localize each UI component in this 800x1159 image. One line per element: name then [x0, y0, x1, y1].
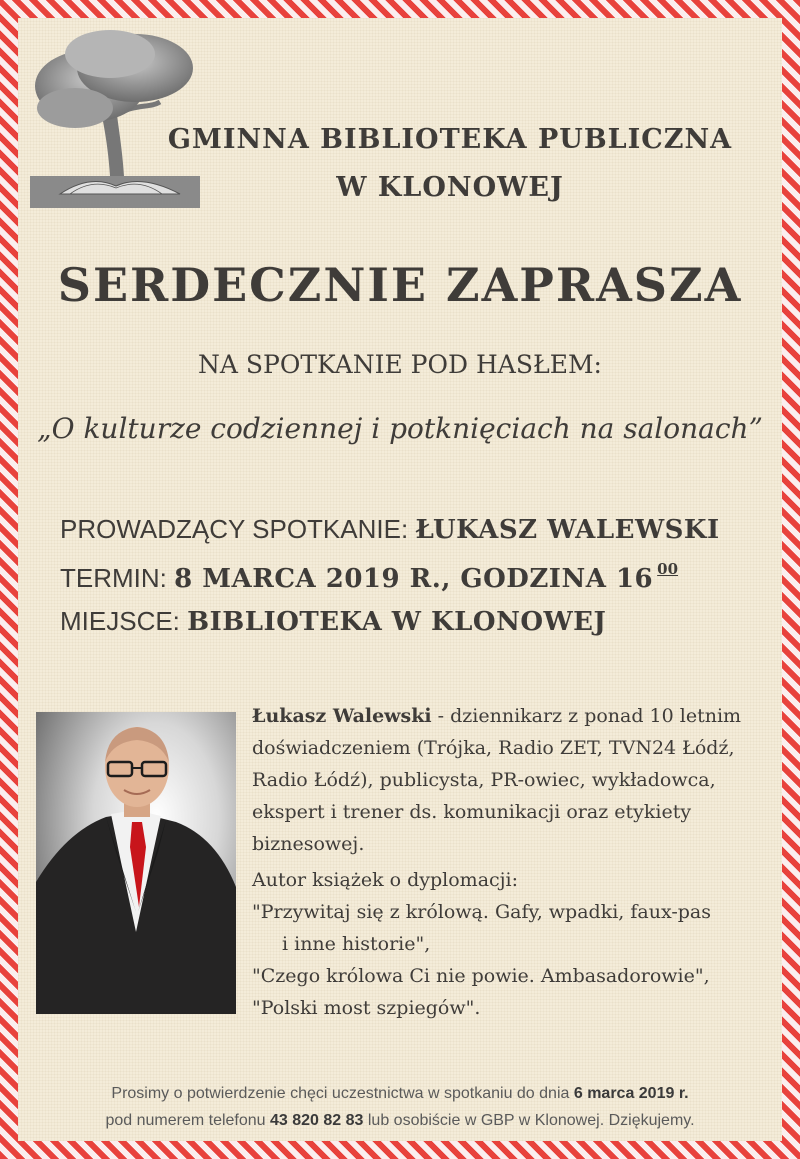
- rsvp-text: Prosimy o potwierdzenie chęci uczestnictwa w spotkaniu do dnia: [111, 1085, 574, 1102]
- host-row: [60, 514, 720, 560]
- bio-speaker-name: Łukasz Walewski: [252, 705, 432, 727]
- books-intro: Autor książek o dyplomacji:: [252, 869, 519, 891]
- book-2: "Czego królowa Ci nie powie. Ambasadorowie",: [252, 965, 710, 987]
- host-value: ŁUKASZ WALEWSKI: [415, 515, 720, 545]
- book-1-line-1: "Przywitaj się z królową. Gafy, wpadki, faux-pas: [252, 901, 712, 923]
- library-name-line-1: GMINNA BIBLIOTEKA PUBLICZNA: [167, 124, 733, 155]
- speaker-photo: [36, 712, 236, 1014]
- place-label: MIEJSCE:: [60, 606, 180, 636]
- rsvp-line-2: [0, 1107, 800, 1134]
- library-name-line-2: W KLONOWEJ: [336, 172, 564, 203]
- bio-description: - dziennikarz z ponad 10 letnim doświadczeniem (Trójka, Radio ZET, TVN24 Łódź, Radio Łódź), publicysta, PR-owiec, wykładowca, ekspert i trener ds. komunikacji oraz etykiety biznesowej.: [252, 705, 742, 855]
- event-title: „O kulturze codziennej i potknięciach na salonach”: [37, 412, 763, 445]
- event-details: [60, 514, 720, 652]
- meeting-subheadline: NA SPOTKANIE POD HASŁEM:: [198, 350, 602, 379]
- rsvp-phone: 43 820 82 83: [270, 1112, 364, 1129]
- rsvp-suffix: lub osobiście w GBP w Klonowej. Dziękujemy.: [363, 1112, 695, 1129]
- speaker-bio: [252, 700, 782, 1024]
- invitation-headline: SERDECZNIE ZAPRASZA: [57, 258, 743, 312]
- book-1-line-2: i inne historie",: [282, 933, 431, 955]
- place-row: [60, 606, 720, 652]
- rsvp-note: [0, 1080, 800, 1134]
- bio-description-paragraph: [252, 700, 782, 860]
- hour-minutes: 00: [657, 560, 679, 578]
- books-list: [252, 864, 782, 1024]
- place-value: BIBLIOTEKA W KLONOWEJ: [187, 607, 607, 637]
- rsvp-line-1: [0, 1080, 800, 1107]
- date-label: TERMIN:: [60, 563, 167, 593]
- date-row: [60, 560, 720, 606]
- date-value: 8 MARCA 2019 R., GODZINA 16: [174, 564, 654, 594]
- book-3: "Polski most szpiegów".: [252, 997, 481, 1019]
- rsvp-phone-prefix: pod numerem telefonu: [105, 1112, 270, 1129]
- host-label: PROWADZĄCY SPOTKANIE:: [60, 514, 409, 544]
- rsvp-deadline: 6 marca 2019 r.: [573, 1085, 689, 1102]
